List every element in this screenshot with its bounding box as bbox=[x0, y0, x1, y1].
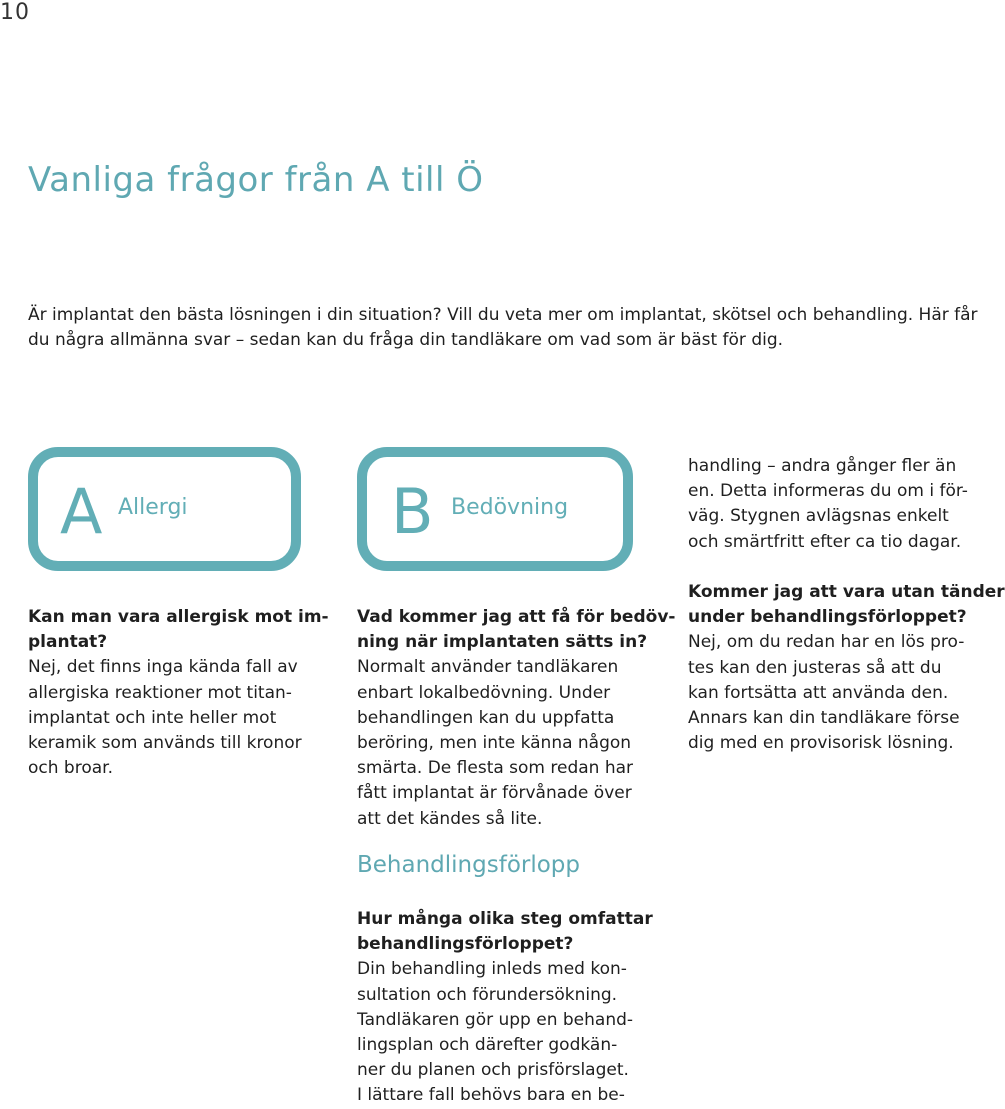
behandlingsforlopp-heading: Behandlingsförlopp bbox=[357, 852, 581, 878]
section-a-header-box bbox=[28, 447, 301, 571]
answer-line: enbart lokalbedövning. Under bbox=[357, 682, 611, 703]
answer-line: implantat och inte heller mot bbox=[28, 707, 277, 728]
answer-line: ner du planen och prisförslaget. bbox=[357, 1060, 629, 1081]
bedovning-question bbox=[357, 605, 676, 655]
answer-line: och smärtfritt efter ca tio dagar. bbox=[688, 531, 962, 552]
answer-line: fått implantat är förvånade över bbox=[357, 783, 632, 804]
answer-line: dig med en provisorisk lösning. bbox=[688, 733, 954, 754]
answer-line: Din behandling inleds med kon- bbox=[357, 959, 627, 980]
intro-line: du några allmänna svar – sedan kan du fråga din tandläkare om vad som är bäst för dig. bbox=[28, 330, 784, 350]
answer-line: keramik som används till kronor bbox=[28, 733, 302, 754]
question-line: Kan man vara allergisk mot im- bbox=[28, 607, 329, 627]
answer-line: Normalt använder tandläkaren bbox=[357, 657, 619, 678]
allergi-answer bbox=[28, 655, 318, 781]
question-line: Kommer jag att vara utan tänder bbox=[688, 582, 1005, 602]
answer-line: Nej, om du redan har en lös pro- bbox=[688, 632, 965, 653]
section-b-letter: B bbox=[391, 475, 434, 548]
answer-line: att det kändes så lite. bbox=[357, 808, 543, 829]
intro-line: Är implantat den bästa lösningen i din situation? Vill du veta mer om implantat, skötsel och behandling. Här får bbox=[28, 305, 978, 325]
answer-line: beröring, men inte känna någon bbox=[357, 733, 632, 754]
question-line: ning när implantaten sätts in? bbox=[357, 632, 648, 653]
section-a-letter: A bbox=[60, 475, 103, 548]
answer-line: en. Detta informeras du om i för- bbox=[688, 481, 968, 502]
page-number: 10 bbox=[0, 0, 30, 25]
behandlingsforlopp-answer bbox=[357, 957, 657, 1108]
answer-line: sultation och förundersökning. bbox=[357, 984, 618, 1005]
behandlingsforlopp-continuation bbox=[688, 454, 968, 555]
behandlingsforlopp-qa bbox=[357, 907, 657, 1109]
answer-line: och broar. bbox=[28, 758, 113, 779]
question-line: plantat? bbox=[28, 632, 108, 653]
question-line: Vad kommer jag att få för bedöv- bbox=[357, 607, 676, 627]
answer-line: allergiska reaktioner mot titan- bbox=[28, 682, 292, 703]
section-b-header-box bbox=[357, 447, 633, 571]
answer-line: tes kan den justeras så att du bbox=[688, 657, 942, 678]
utan-tander-answer bbox=[688, 630, 965, 756]
answer-line: behandlingen kan du uppfatta bbox=[357, 707, 615, 728]
section-b-label: Bedövning bbox=[451, 495, 569, 520]
answer-line: Nej, det finns inga kända fall av bbox=[28, 657, 298, 678]
answer-line: handling – andra gånger fler än bbox=[688, 456, 957, 476]
question-line: Hur många olika steg omfattar bbox=[357, 909, 653, 929]
allergi-qa bbox=[28, 605, 329, 781]
bedovning-qa bbox=[357, 605, 676, 832]
answer-line: Tandläkaren gör upp en behand- bbox=[357, 1009, 634, 1030]
section-a-label: Allergi bbox=[118, 495, 188, 520]
utan-tander-question bbox=[688, 580, 1005, 630]
answer-line: lingsplan och därefter godkän- bbox=[357, 1035, 618, 1056]
bedovning-answer bbox=[357, 655, 657, 831]
question-line: under behandlingsförloppet? bbox=[688, 607, 967, 628]
behandlingsforlopp-question bbox=[357, 907, 657, 957]
answer-line: kan fortsätta att använda den. bbox=[688, 682, 949, 703]
answer-line: smärta. De flesta som redan har bbox=[357, 758, 634, 779]
answer-line: väg. Stygnen avlägsnas enkelt bbox=[688, 506, 949, 527]
allergi-question bbox=[28, 605, 329, 655]
question-line: behandlingsförloppet? bbox=[357, 934, 574, 955]
page-title: Vanliga frågor från A till Ö bbox=[28, 160, 484, 200]
answer-line: Annars kan din tandläkare förse bbox=[688, 708, 960, 729]
intro-text bbox=[28, 303, 978, 353]
answer-line: I lättare fall behövs bara en be- bbox=[357, 1085, 625, 1106]
utan-tander-qa bbox=[688, 580, 1005, 756]
